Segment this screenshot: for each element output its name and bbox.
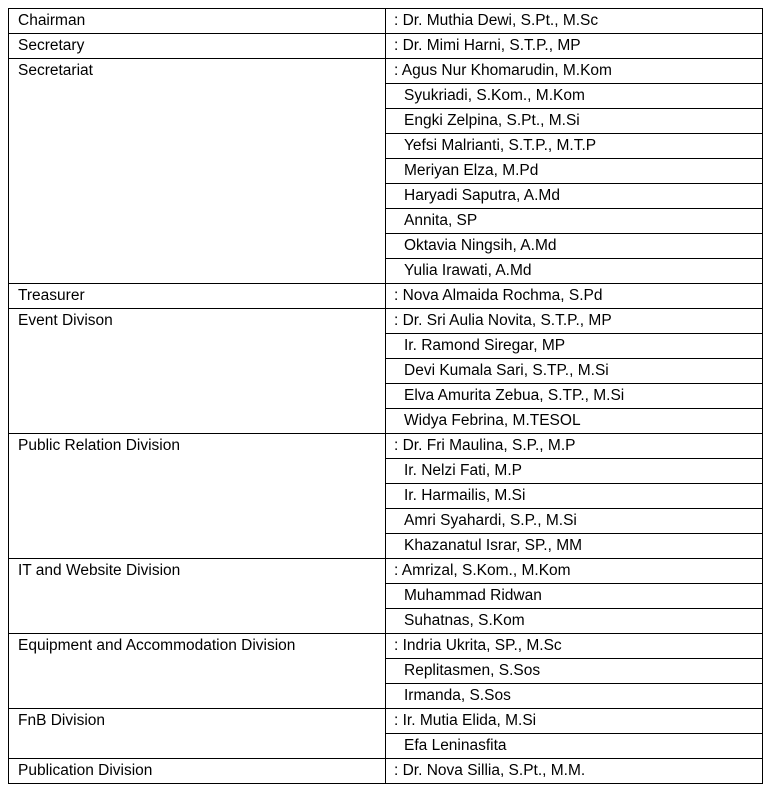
- division-role-cell: Event Divison: [9, 309, 386, 434]
- member-name-cell: Syukriadi, S.Kom., M.Kom: [386, 84, 763, 109]
- committee-table-body: [9, 9, 763, 784]
- table-row: [9, 709, 763, 734]
- member-name-cell: : Indria Ukrita, SP., M.Sc: [386, 634, 763, 659]
- division-role-cell: Secretary: [9, 34, 386, 59]
- member-name-cell: Annita, SP: [386, 209, 763, 234]
- table-row: [9, 759, 763, 784]
- division-role-cell: Secretariat: [9, 59, 386, 284]
- member-name-cell: Engki Zelpina, S.Pt., M.Si: [386, 109, 763, 134]
- division-role-cell: FnB Division: [9, 709, 386, 759]
- table-row: [9, 284, 763, 309]
- table-row: [9, 34, 763, 59]
- division-role-cell: Chairman: [9, 9, 386, 34]
- member-name-cell: : Agus Nur Khomarudin, M.Kom: [386, 59, 763, 84]
- member-name-cell: Elva Amurita Zebua, S.TP., M.Si: [386, 384, 763, 409]
- member-name-cell: Ir. Harmailis, M.Si: [386, 484, 763, 509]
- table-row: [9, 309, 763, 334]
- table-row: [9, 559, 763, 584]
- member-name-cell: Ir. Ramond Siregar, MP: [386, 334, 763, 359]
- member-name-cell: Meriyan Elza, M.Pd: [386, 159, 763, 184]
- member-name-cell: : Dr. Muthia Dewi, S.Pt., M.Sc: [386, 9, 763, 34]
- member-name-cell: Replitasmen, S.Sos: [386, 659, 763, 684]
- member-name-cell: : Ir. Mutia Elida, M.Si: [386, 709, 763, 734]
- member-name-cell: Efa Leninasfita: [386, 734, 763, 759]
- member-name-cell: Yulia Irawati, A.Md: [386, 259, 763, 284]
- member-name-cell: Amri Syahardi, S.P., M.Si: [386, 509, 763, 534]
- division-role-cell: IT and Website Division: [9, 559, 386, 634]
- table-row: [9, 634, 763, 659]
- member-name-cell: : Dr. Sri Aulia Novita, S.T.P., MP: [386, 309, 763, 334]
- division-role-cell: Publication Division: [9, 759, 386, 784]
- member-name-cell: Khazanatul Israr, SP., MM: [386, 534, 763, 559]
- member-name-cell: Devi Kumala Sari, S.TP., M.Si: [386, 359, 763, 384]
- member-name-cell: Muhammad Ridwan: [386, 584, 763, 609]
- table-row: [9, 9, 763, 34]
- division-role-cell: Public Relation Division: [9, 434, 386, 559]
- member-name-cell: Ir. Nelzi Fati, M.P: [386, 459, 763, 484]
- member-name-cell: : Dr. Mimi Harni, S.T.P., MP: [386, 34, 763, 59]
- member-name-cell: Oktavia Ningsih, A.Md: [386, 234, 763, 259]
- table-row: [9, 59, 763, 84]
- member-name-cell: : Dr. Fri Maulina, S.P., M.P: [386, 434, 763, 459]
- member-name-cell: Widya Febrina, M.TESOL: [386, 409, 763, 434]
- member-name-cell: Yefsi Malrianti, S.T.P., M.T.P: [386, 134, 763, 159]
- member-name-cell: Haryadi Saputra, A.Md: [386, 184, 763, 209]
- division-role-cell: Equipment and Accommodation Division: [9, 634, 386, 709]
- table-row: [9, 434, 763, 459]
- division-role-cell: Treasurer: [9, 284, 386, 309]
- committee-table: [8, 8, 763, 784]
- member-name-cell: Suhatnas, S.Kom: [386, 609, 763, 634]
- member-name-cell: : Amrizal, S.Kom., M.Kom: [386, 559, 763, 584]
- member-name-cell: : Nova Almaida Rochma, S.Pd: [386, 284, 763, 309]
- member-name-cell: : Dr. Nova Sillia, S.Pt., M.M.: [386, 759, 763, 784]
- member-name-cell: Irmanda, S.Sos: [386, 684, 763, 709]
